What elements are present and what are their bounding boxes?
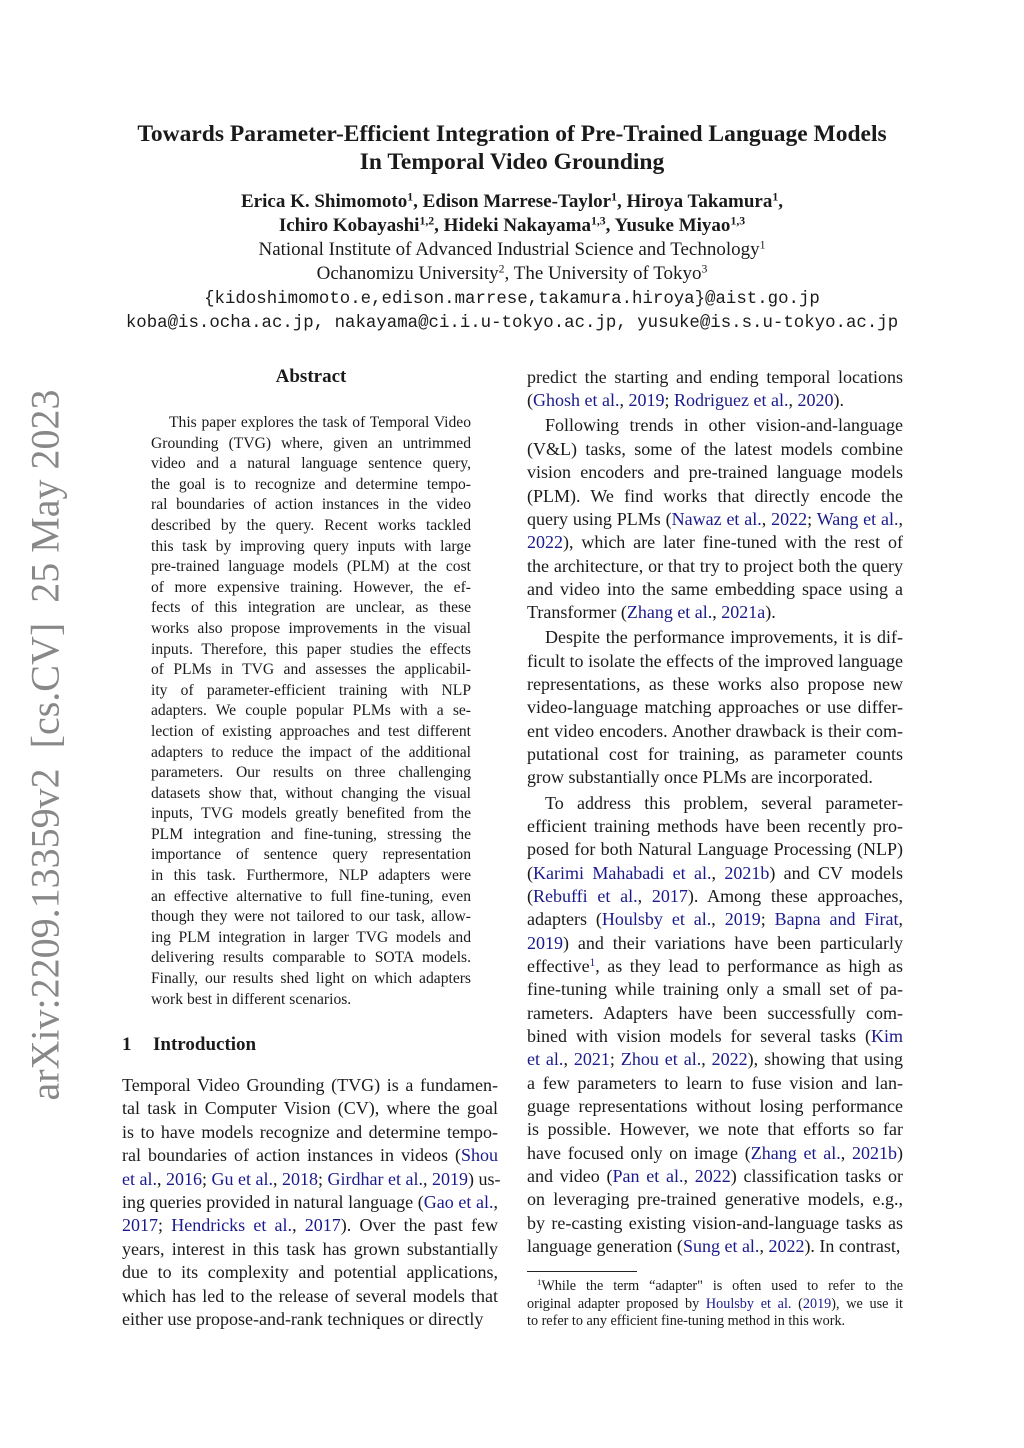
text-line: This paper explores the task of Temporal Video	[169, 414, 471, 431]
text-line: ent video encoders. Another drawback is their com-	[527, 720, 903, 741]
title-line: Towards Parameter-Efficient Integration of Pre-Trained Language Models	[137, 121, 887, 147]
footnote-number: 1	[537, 1277, 542, 1288]
citation-link[interactable]: 2017	[304, 1215, 341, 1236]
paper-title	[60, 120, 964, 176]
text-line: have focused only on image (Zhang et al., 2021b)	[527, 1142, 904, 1163]
text-line: et al., 2021; Zhou et al., 2022), showing that using	[527, 1049, 904, 1070]
abstract-heading: Abstract	[275, 366, 347, 387]
text-line: ity of parameter-efficient training with NLP	[151, 681, 471, 699]
citation-link[interactable]: Girdhar et al.	[327, 1168, 423, 1189]
footnote-line: to refer to any efficient fine-tuning method in this work.	[527, 1313, 846, 1330]
citation-link[interactable]: 2019	[802, 1295, 832, 1312]
affiliations	[60, 238, 964, 286]
name-text: Edison Marrese-Taylor	[422, 191, 612, 212]
text-line: Transformer (Zhang et al., 2021a).	[527, 602, 776, 623]
citation-link[interactable]: 2021	[573, 1049, 610, 1070]
author-list	[60, 190, 964, 238]
footnote-line: $^1$While the term “adapter" is often used to refer to the	[537, 1277, 903, 1294]
text-line: described by the query. Recent works tackled	[151, 516, 471, 534]
text-line: due to its complexity and potential applications,	[122, 1262, 498, 1283]
author-emails	[40, 288, 984, 336]
citation-link[interactable]: 2022	[771, 508, 808, 529]
text-line: fine-tuning while training only a small set of pa-	[527, 979, 903, 1000]
citation-link[interactable]: 2022	[694, 1166, 731, 1187]
text-line: Following trends in other vision-and-language	[545, 415, 903, 436]
text-line: 2022), which are later fine-tuned with the rest of	[527, 532, 903, 553]
text-line: effective$^1$, as they lead to performance as high as	[527, 955, 903, 976]
text-line: Finally, our results shed light on which adapters	[151, 970, 471, 988]
paragraph	[151, 413, 471, 1010]
citation-link[interactable]: 2019	[628, 390, 665, 411]
affiliation-marker: 1,2	[419, 214, 435, 228]
citation-link[interactable]: 2022	[527, 532, 563, 553]
text-line: query using PLMs (Nawaz et al., 2022; Wang et al.,	[527, 508, 903, 529]
citation-link[interactable]: 2021b	[724, 862, 770, 883]
text-line: putational cost for training, as parameter counts	[527, 744, 903, 765]
text-line: an effective alternative to full fine-tuning, even	[151, 887, 471, 905]
section-number: 1	[122, 1034, 132, 1055]
citation-link[interactable]: Gao et al.	[423, 1192, 494, 1213]
text-line: representations, as these works also propose new	[527, 674, 903, 695]
citation-link[interactable]: Ghosh et al.	[533, 390, 620, 411]
name-text: Erica K. Shimomoto	[241, 191, 408, 212]
text-line: of more expensive training. However, the ef-	[151, 578, 471, 596]
text-line: works also propose improvements in the visual	[151, 619, 471, 637]
paragraph	[527, 366, 903, 413]
text-line: by re-casting existing vision-and-language tasks as	[527, 1212, 903, 1233]
citation-link[interactable]: Houlsby et al.	[601, 909, 712, 930]
text-line: bined with vision models for several tasks (Kim	[527, 1026, 903, 1047]
text-line: and video (Pan et al., 2022) classification tasks or	[527, 1166, 903, 1187]
text-line: in this task. Furthermore, NLP adapters were	[151, 867, 471, 885]
footnote-divider	[527, 1271, 637, 1272]
citation-link[interactable]: et al.	[527, 1049, 564, 1070]
text-line: parameters. Our results on three challenging	[151, 764, 471, 782]
text-line: (Karimi Mahabadi et al., 2021b) and CV models	[527, 862, 903, 883]
citation-link[interactable]: Karimi Mahabadi et al.	[533, 862, 712, 883]
citation-link[interactable]: Rodriguez et al.	[674, 390, 789, 411]
citation-link[interactable]: Nawaz et al.	[671, 508, 762, 529]
text-line: years, interest in this task has grown substantially	[122, 1238, 498, 1259]
text-line: adapters to reduce the impact of the additional	[151, 743, 471, 761]
citation-link[interactable]: Wang et al.	[816, 508, 899, 529]
affiliation-marker: 3	[701, 262, 708, 276]
text-line: inputs, TVG models greatly benefited from the	[151, 805, 471, 823]
text-line: language generation (Sung et al., 2022). In contrast,	[527, 1236, 901, 1257]
text-line: vision encoders and pre-trained language models	[527, 462, 903, 483]
affiliation-marker: 2	[498, 262, 505, 276]
text-line: adapters (Houlsby et al., 2019; Bapna and Firat,	[527, 909, 903, 930]
text-line: work best in different scenarios.	[151, 990, 352, 1008]
footnote-marker[interactable]: 1	[589, 956, 596, 969]
affiliation-marker: 1,3	[730, 214, 746, 228]
text-line: rameters. Adapters have been successfully com-	[527, 1002, 903, 1023]
text-line: et al., 2016; Gu et al., 2018; Girdhar et al., 2019) us-	[122, 1168, 501, 1189]
section-heading-introduction	[122, 1034, 256, 1056]
text-line: of PLMs in TVG and assesses the applicabil-	[151, 661, 471, 679]
text-line: 2017; Hendricks et al., 2017). Over the past few	[122, 1215, 498, 1236]
citation-link[interactable]: 2021b	[852, 1142, 898, 1163]
text-line: Temporal Video Grounding (TVG) is a fundamen-	[122, 1075, 498, 1095]
text-line: ing queries provided in natural language (Gao et al.,	[122, 1192, 498, 1213]
text-line: importance of sentence query representation	[151, 846, 471, 864]
citation-link[interactable]: 2017	[651, 885, 688, 906]
footnote	[527, 1278, 903, 1331]
citation-link[interactable]: Gu et al.	[211, 1168, 273, 1189]
text-line: predict the starting and ending temporal locations	[527, 367, 903, 387]
text-line: fects of this integration are unclear, as these	[151, 599, 471, 617]
text-line: a few parameters to learn to fuse vision and lan-	[527, 1072, 903, 1093]
name-text: Hideki Nakayama	[443, 215, 591, 236]
text-line: video and a natural language sentence query,	[151, 455, 471, 473]
name-text: National Institute of Advanced Industrial Science and Technology	[258, 239, 760, 260]
name-text: Yusuke Miyao	[614, 215, 731, 236]
citation-link[interactable]: 2019	[431, 1168, 468, 1189]
text-line: ral boundaries of action instances in videos (Shou	[122, 1145, 498, 1166]
text-line: is to have models recognize and determine tempo-	[122, 1121, 498, 1142]
text-line: posed for both Natural Language Processing (NLP)	[527, 839, 903, 860]
citation-link[interactable]: 2019	[527, 932, 563, 953]
citation-link[interactable]: Rebuffi et al.	[533, 885, 638, 906]
introduction-body	[122, 1074, 501, 1333]
citation-link[interactable]: Pan et al.	[612, 1166, 684, 1187]
citation-link[interactable]: 2020	[797, 390, 834, 411]
text-line: efficient training methods have been recently pro-	[527, 815, 903, 836]
citation-link[interactable]: Sung et al.	[682, 1236, 760, 1257]
citation-link[interactable]: Zhang et al.	[750, 1142, 841, 1163]
name-text: Ichiro Kobayashi	[278, 215, 420, 236]
affiliation-line	[60, 238, 964, 262]
text-line: delivering results comparable to SOTA models.	[151, 949, 471, 967]
affiliation-line: Ochanomizu University$^2$, The University of Tokyo$^3$	[316, 262, 708, 284]
footnote-line: original adapter proposed by Houlsby et al. (2019), we use it	[527, 1295, 903, 1312]
name-text: Ochanomizu University	[316, 263, 499, 284]
text-line: video-language matching approaches or use differ-	[527, 697, 903, 718]
text-line: grow substantially once PLMs are incorporated.	[527, 767, 873, 788]
text-line: inputs. Therefore, this paper studies the effects	[151, 640, 471, 658]
text-line: which has led to the release of several models that	[122, 1285, 498, 1306]
name-text: Hiroya Takamura	[626, 191, 773, 212]
paragraph	[527, 792, 903, 1259]
arxiv-identifier: arXiv:2209.13359v2 [cs.CV] 25 May 2023	[22, 389, 68, 1101]
text-line: tal task in Computer Vision (CV), where the goal	[122, 1098, 498, 1119]
title-line: In Temporal Video Grounding	[359, 149, 665, 175]
section-title: Introduction	[153, 1034, 257, 1055]
text-line: either use propose-and-rank techniques or directly	[122, 1309, 484, 1330]
citation-link[interactable]: Houlsby et al.	[705, 1295, 792, 1312]
citation-link[interactable]: 2022	[711, 1049, 748, 1070]
citation-link[interactable]: Kim	[870, 1026, 903, 1047]
text-line: 2019) and their variations have been particularly	[527, 932, 903, 953]
text-line: pre-trained language models (PLM) at the cost	[151, 558, 471, 576]
citation-link[interactable]: 2017	[122, 1215, 158, 1236]
paragraph	[527, 626, 903, 789]
affiliation-marker: 1	[407, 190, 414, 204]
text-line: this task by improving query inputs with large	[151, 537, 471, 555]
paragraph	[527, 414, 903, 624]
email-line: {kidoshimomoto.e,edison.marrese,takamura.hiroya}@aist.go.jp	[204, 290, 820, 309]
citation-link[interactable]: Zhang et al.	[626, 602, 713, 623]
citation-link[interactable]: et al.	[122, 1168, 157, 1189]
citation-link[interactable]: 2019	[724, 909, 761, 930]
text-line: (PLM). We find works that directly encode the	[527, 485, 903, 506]
affiliation-marker: 1	[772, 190, 779, 204]
affiliation-marker: 1	[611, 190, 617, 204]
text-line: ing PLM integration in larger TVG models and	[151, 928, 471, 946]
text-line: the goal is to recognize and determine tempo-	[151, 475, 471, 493]
citation-link[interactable]: Hendricks et al.	[171, 1215, 293, 1236]
text-line: guage representations without losing performance	[527, 1096, 903, 1117]
affiliation-marker: 1	[759, 238, 766, 252]
text-line: though they were not tailored to our task, allow-	[151, 908, 471, 926]
paragraph	[122, 1074, 501, 1331]
citation-link[interactable]: Shou	[460, 1145, 498, 1166]
text-line: (V&L) tasks, some of the latest models combine	[527, 438, 903, 459]
citation-link[interactable]: 2022	[768, 1236, 805, 1257]
text-line: Despite the performance improvements, it is dif-	[545, 627, 903, 648]
citation-link[interactable]: Bapna and Firat	[774, 909, 899, 930]
text-line: ficult to isolate the effects of the improved language	[527, 650, 903, 671]
text-line: on leveraging pre-trained generative models, e.g.,	[527, 1189, 903, 1210]
citation-link[interactable]: 2021a	[721, 602, 766, 623]
text-line: and video into the same embedding space using a	[527, 578, 903, 599]
author-line: Erica K. Shimomoto$^1$, Edison Marrese-Taylor$^1$, Hiroya Takamura$^1$,	[241, 190, 783, 212]
text-line: (Rebuffi et al., 2017). Among these approaches,	[527, 885, 903, 906]
abstract-body	[151, 413, 471, 1012]
text-line: the architecture, or that try to project both the query	[527, 555, 903, 576]
text-line: Grounding (TVG) where, given an untrimmed	[151, 434, 471, 452]
text-line: PLM integration and fine-tuning, stressing the	[151, 825, 471, 843]
text-line: lection of existing approaches and test different	[151, 722, 471, 740]
text-line: (Ghosh et al., 2019; Rodriguez et al., 2020).	[527, 390, 844, 411]
text-line: adapters. We couple popular PLMs with a se-	[151, 702, 471, 720]
name-text: The University of Tokyo	[513, 263, 702, 284]
text-line: ral boundaries of action instances in the video	[151, 496, 471, 514]
text-line: datasets show that, without changing the visual	[151, 784, 471, 802]
affiliation-marker: 1,3	[590, 214, 606, 228]
citation-link[interactable]: 2018	[281, 1168, 318, 1189]
right-column-body	[527, 366, 903, 1260]
author-line: Ichiro Kobayashi$^{1,2}$, Hideki Nakayama$^{1,3}$, Yusuke Miyao$^{1,3}$	[278, 214, 746, 236]
text-line: To address this problem, several parameter-	[545, 792, 903, 813]
email-line: koba@is.ocha.ac.jp, nakayama@ci.i.u-tokyo.ac.jp, yusuke@is.s.u-tokyo.ac.jp	[125, 314, 899, 333]
citation-link[interactable]: Zhou et al.	[620, 1049, 702, 1070]
citation-link[interactable]: 2016	[165, 1168, 202, 1189]
text-line: is possible. However, we note that efforts so far	[527, 1119, 903, 1140]
